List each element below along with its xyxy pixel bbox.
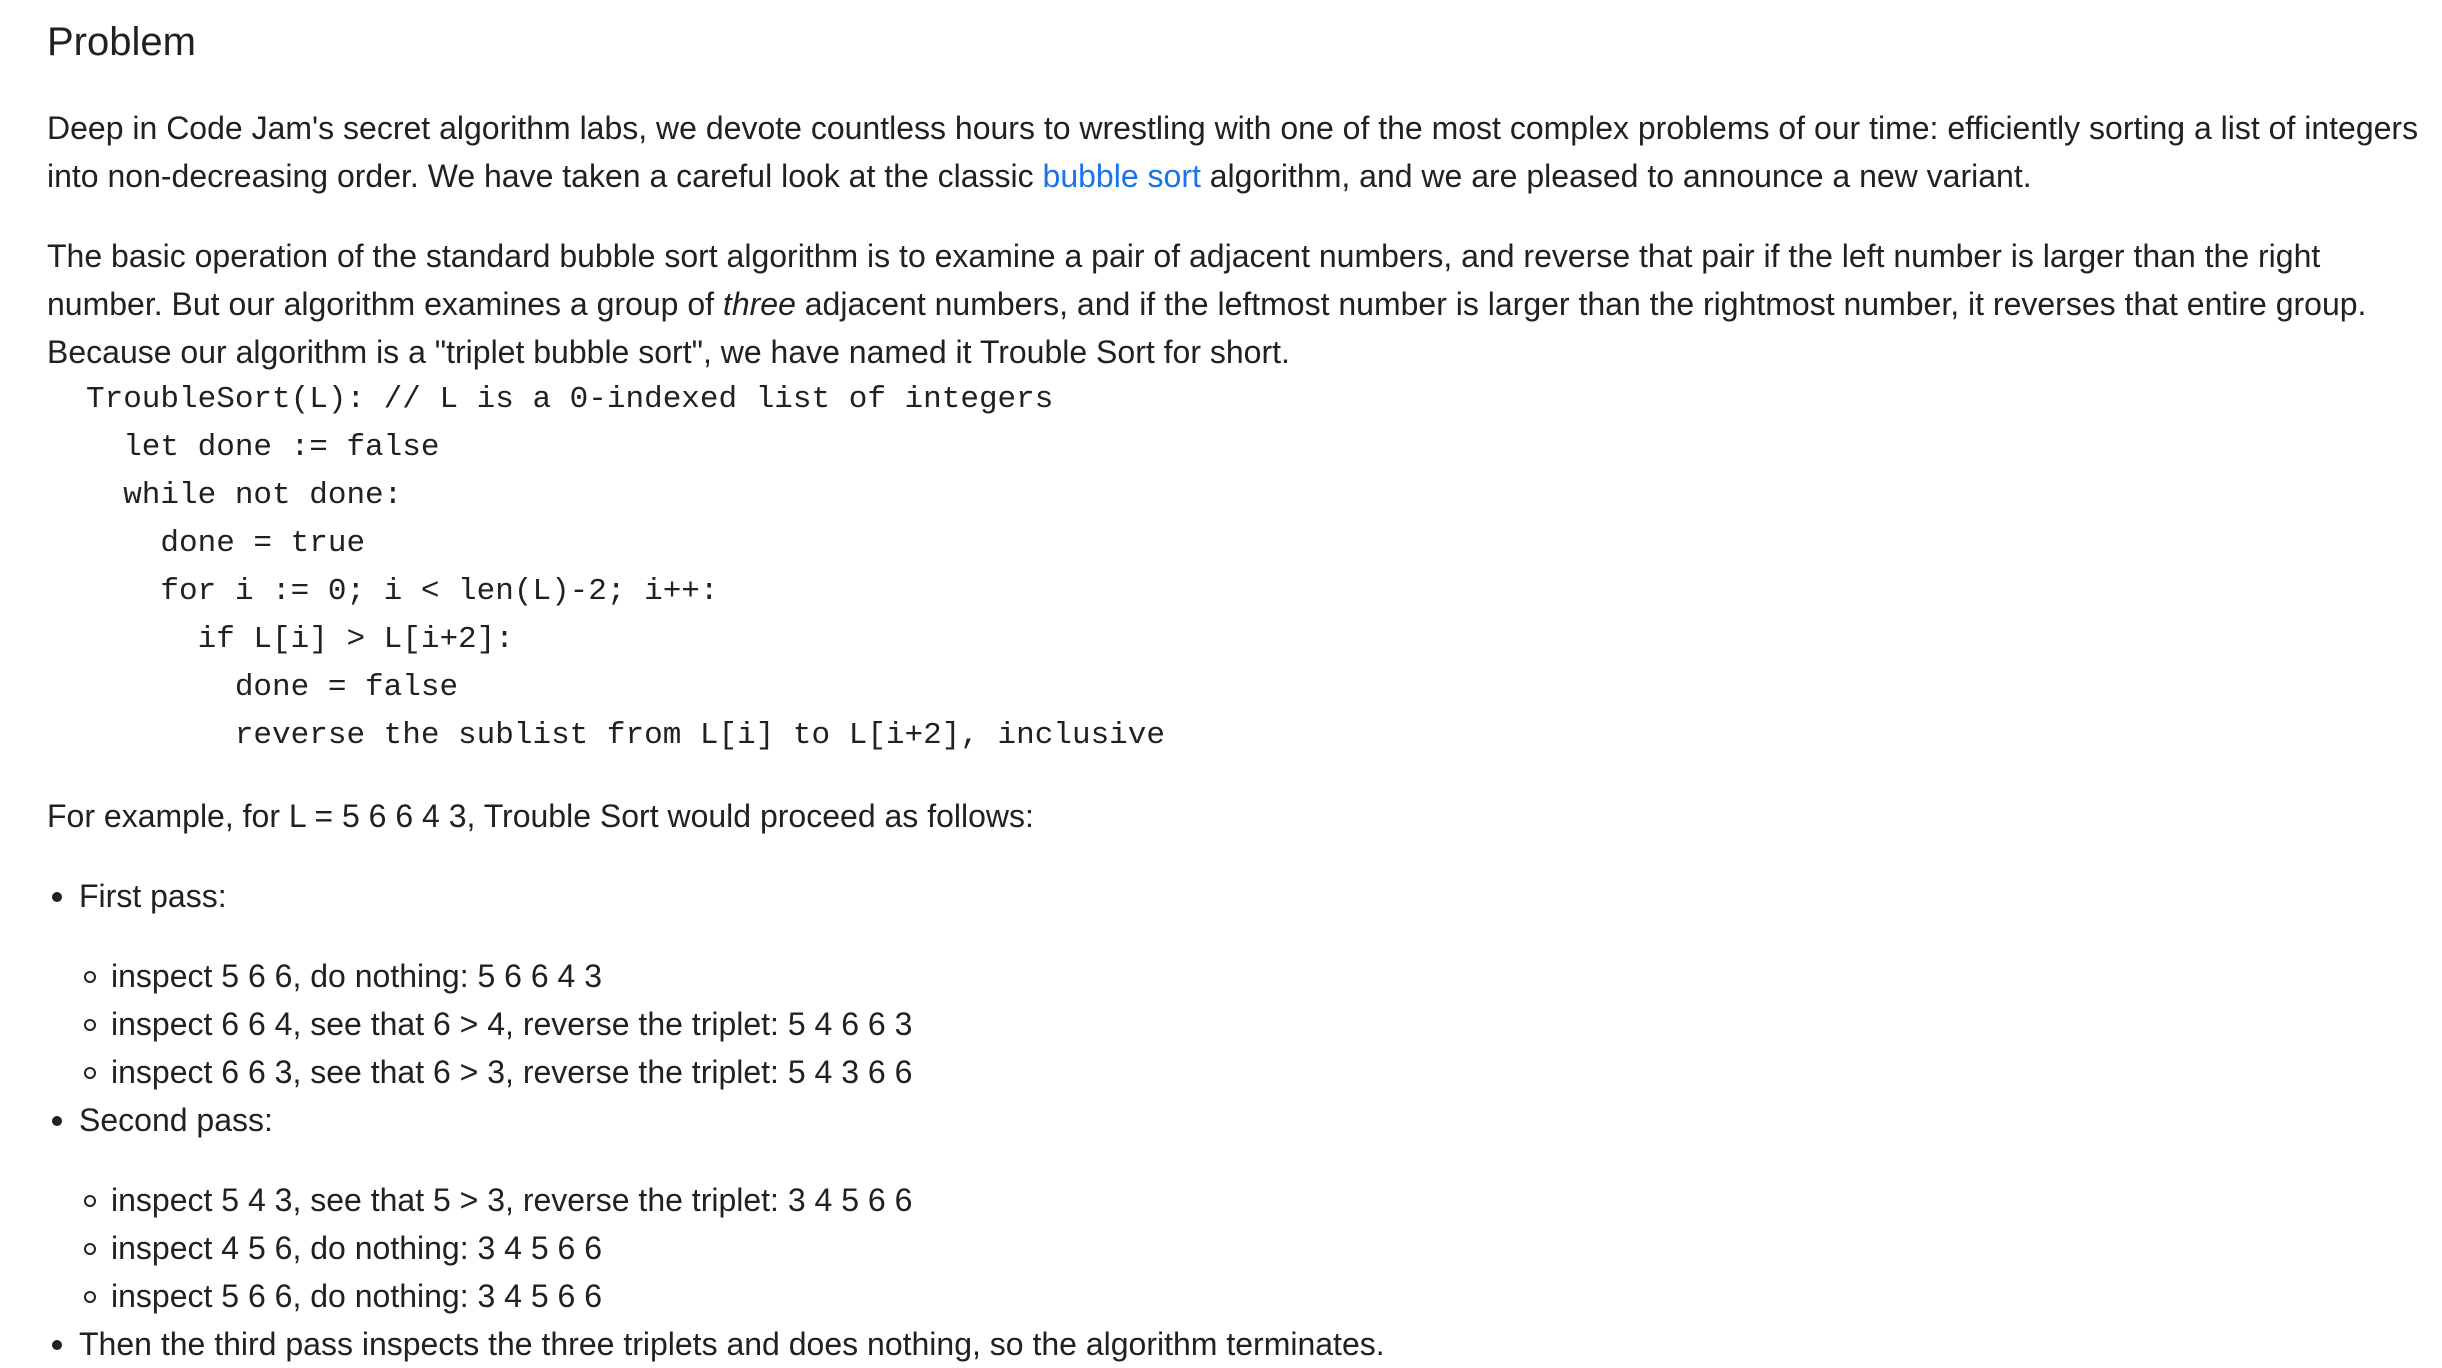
list-item: inspect 4 5 6, do nothing: 3 4 5 6 6 [79,1224,2427,1272]
algorithm-text-before-emphasis: The basic operation of the standard bubble sort algorithm is to examine a pair of adjacent numbers, and reverse that pair if the left number is larger than the right number. But our algorithm examines a group of [47,238,2321,322]
list-item: inspect 6 6 4, see that 6 > 4, reverse the triplet: 5 4 6 6 3 [79,1000,2427,1048]
intro-text-after-link: algorithm, and we are pleased to announce a new variant. [1200,158,2032,194]
first-pass-steps [79,952,2427,1096]
intro-text-before-link: Deep in Code Jam's secret algorithm labs, we devote countless hours to wrestling with one of the most complex problems of our time: efficiently sorting a list of integers into non-decreasing order. We have taken a careful look at the classic [47,110,2419,194]
code-line: reverse the sublist from L[i] to L[i+2], inclusive [86,718,1165,753]
list-item-third-pass: Then the third pass inspects the three triplets and does nothing, so the algorithm terminates. [47,1320,2427,1368]
list-item: inspect 6 6 3, see that 6 > 3, reverse the triplet: 5 4 3 6 6 [79,1048,2427,1096]
code-line: if L[i] > L[i+2]: [86,622,514,657]
example-intro: For example, for L = 5 6 6 4 3, Trouble Sort would proceed as follows: [47,798,1034,834]
list-item: inspect 5 4 3, see that 5 > 3, reverse the triplet: 3 4 5 6 6 [79,1176,2427,1224]
code-line: for i := 0; i < len(L)-2; i++: [86,574,719,609]
algorithm-paragraph [47,232,2427,376]
intro-paragraph [47,104,2427,200]
pass-list [47,872,2427,1368]
code-line: let done := false [86,430,440,465]
second-pass-steps [79,1176,2427,1320]
bubble-sort-link[interactable]: bubble sort [1042,158,1201,194]
emphasis-three: three [722,286,796,322]
code-line: while not done: [86,478,403,513]
second-pass-label: Second pass: [79,1102,273,1138]
list-item-first-pass [47,872,2427,1096]
list-item: inspect 5 6 6, do nothing: 3 4 5 6 6 [79,1272,2427,1320]
algorithm-text-after-emphasis: adjacent numbers, and if the leftmost number is larger than the rightmost number, it reverses that entire group. Because our algorithm is a "triplet bubble sort", we have named it Trouble Sort for short. [47,286,2367,370]
code-line: done = false [86,670,459,705]
first-pass-label: First pass: [79,878,227,914]
list-item: inspect 5 6 6, do nothing: 5 6 6 4 3 [79,952,2427,1000]
problem-heading: Problem [47,20,196,64]
list-item-second-pass [47,1096,2427,1320]
problem-section [47,0,2427,1368]
pseudocode-block [86,376,2427,760]
code-line: done = true [86,526,366,561]
code-line: TroubleSort(L): // L is a 0-indexed list of integers [86,382,1054,417]
